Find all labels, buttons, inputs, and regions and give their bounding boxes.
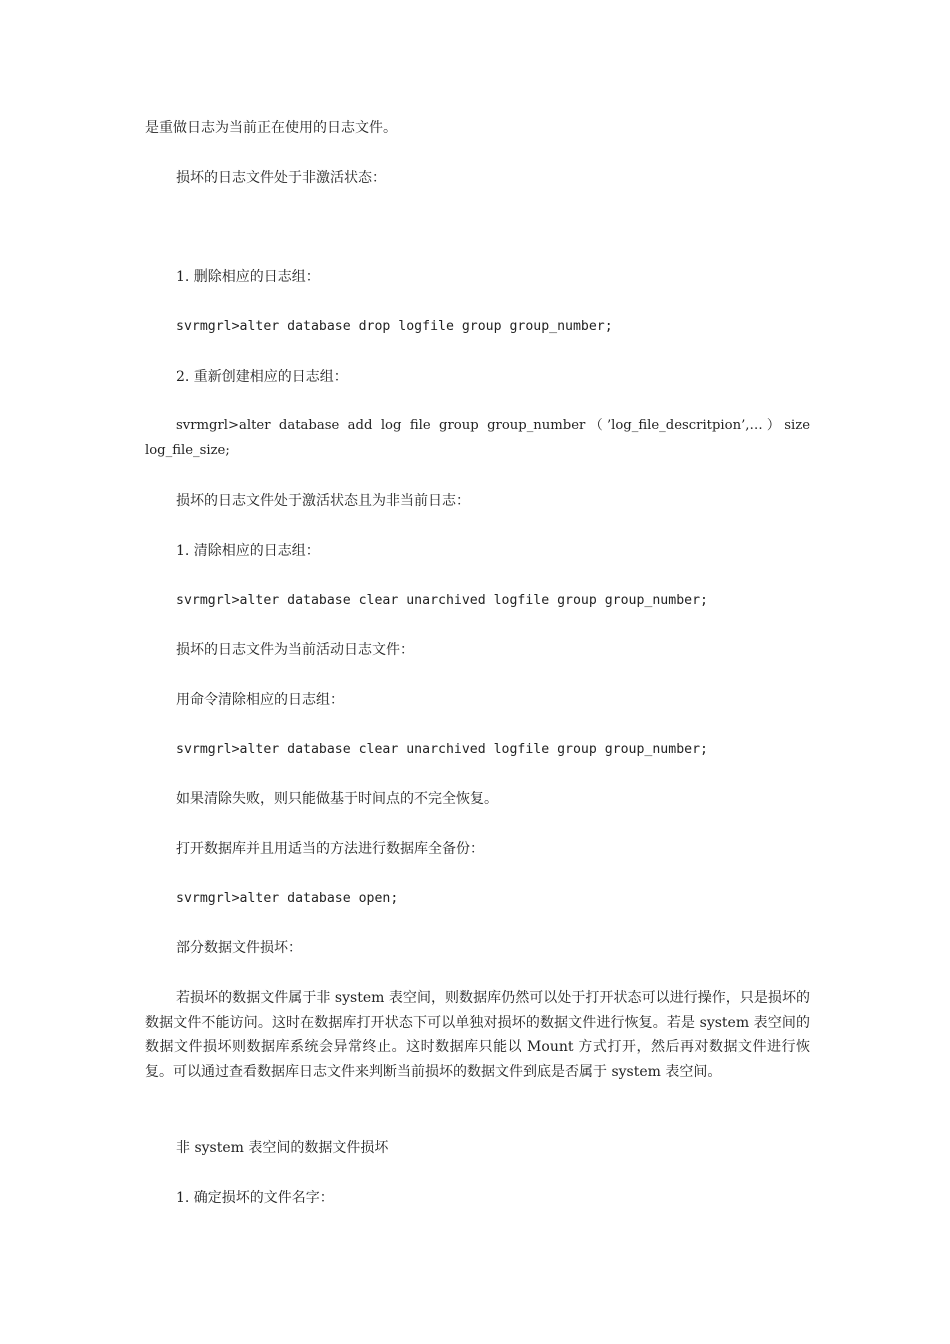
code-clear-unarchived-2: svrmgrl>alter database clear unarchived logfile group group_number; bbox=[176, 742, 708, 757]
code-clear-unarchived-1: svrmgrl>alter database clear unarchived logfile group group_number; bbox=[176, 593, 708, 608]
code-drop-logfile: svrmgrl>alter database drop logfile group group_number; bbox=[176, 319, 613, 334]
heading-active-noncurrent-log: 损坏的日志文件处于激活状态且为非当前日志： bbox=[176, 493, 470, 509]
step-open-and-backup: 打开数据库并且用适当的方法进行数据库全备份： bbox=[176, 841, 484, 857]
code-database-open: svrmgrl>alter database open; bbox=[176, 891, 399, 906]
code-add-logfile: svrmgrl>alter database add log file group group_number（’log_file_descritpion’,…）size log_file_size; bbox=[145, 418, 810, 458]
heading-inactive-log-damage: 损坏的日志文件处于非激活状态： bbox=[176, 170, 386, 186]
heading-non-system-datafile: 非 system 表空间的数据文件损坏 bbox=[176, 1140, 389, 1156]
step-identify-damaged-file: 1. 确定损坏的文件名字： bbox=[176, 1190, 334, 1206]
paragraph-datafile-explanation: 若损坏的数据文件属于非 system 表空间，则数据库仍然可以处于打开状态可以进行操作，只是损坏的数据文件不能访问。这时在数据库打开状态下可以单独对损坏的数据文件进行恢复。若是 system 表空间的数据文件损坏则数据库系统会异常终止。这时数据库只能以 Mount 方式打开，然后再对数据文件进行恢复。可以通过查看数据库日志文件来判断当前损坏的数据文件到底是否属于 system 表空间。 bbox=[145, 990, 810, 1080]
step-recreate-log-group: 2. 重新创建相应的日志组： bbox=[176, 369, 348, 385]
document-page bbox=[145, 0, 810, 1344]
heading-current-active-log: 损坏的日志文件为当前活动日志文件： bbox=[176, 642, 414, 658]
heading-partial-datafile-damage: 部分数据文件损坏： bbox=[176, 940, 302, 956]
step-clear-with-command: 用命令清除相应的日志组： bbox=[176, 692, 344, 708]
step-clear-log-group: 1. 清除相应的日志组： bbox=[176, 543, 320, 559]
paragraph-continuation: 是重做日志为当前正在使用的日志文件。 bbox=[145, 120, 397, 136]
note-incomplete-recovery: 如果清除失败，则只能做基于时间点的不完全恢复。 bbox=[176, 791, 498, 807]
step-drop-log-group: 1. 删除相应的日志组： bbox=[176, 269, 320, 285]
